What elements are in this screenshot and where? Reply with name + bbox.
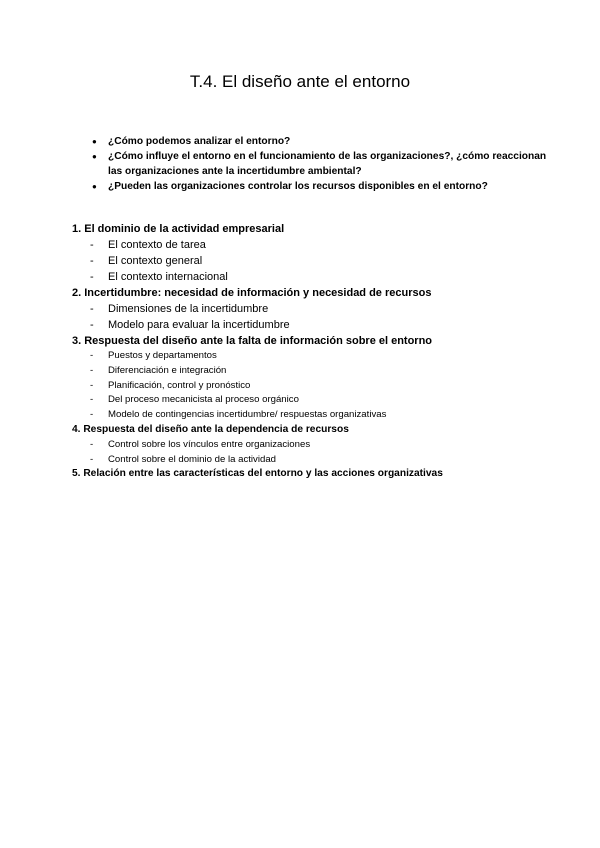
list-item xyxy=(72,408,542,423)
list-item-text: Modelo para evaluar la incertidumbre xyxy=(108,319,290,331)
section-heading: 2. Incertidumbre: necesidad de información y necesidad de recursos xyxy=(72,287,432,299)
section-heading: 5. Relación entre las características del entorno y las acciones organizativas xyxy=(72,468,443,480)
question-item xyxy=(92,149,562,179)
dash-icon: - xyxy=(90,303,94,315)
list-item-text: Control sobre el dominio de la actividad xyxy=(108,453,276,465)
bullet-icon: ● xyxy=(92,137,97,146)
dash-icon: - xyxy=(90,271,94,283)
section-heading: 1. El dominio de la actividad empresarial xyxy=(72,223,285,235)
dash-icon: - xyxy=(90,379,94,391)
dash-icon: - xyxy=(90,453,94,465)
list-item xyxy=(72,349,542,364)
list-item xyxy=(72,393,542,408)
question-text: ¿Cómo podemos analizar el entorno? xyxy=(108,136,291,147)
page-title: T.4. El diseño ante el entorno xyxy=(189,72,411,91)
dash-icon: - xyxy=(90,255,94,267)
dash-icon: - xyxy=(90,364,94,376)
dash-icon: - xyxy=(90,350,94,361)
list-item xyxy=(72,237,542,253)
dash-icon: - xyxy=(90,409,94,421)
section-heading: 3. Respuesta del diseño ante la falta de información sobre el entorno xyxy=(72,335,433,347)
list-item xyxy=(72,317,542,333)
section-heading: 4. Respuesta del diseño ante la dependencia de recursos xyxy=(72,423,349,435)
list-item-text: Diferenciación e integración xyxy=(108,364,227,376)
question-item xyxy=(92,134,562,149)
list-item-text: Control sobre los vínculos entre organizaciones xyxy=(108,438,311,450)
question-text: ¿Cómo influye el entorno en el funcionamiento de las organizaciones?, ¿cómo reaccionan las organizaciones ante la incertidumbre ambiental? xyxy=(108,151,547,177)
list-item-text: El contexto general xyxy=(108,255,203,267)
bullet-icon: ● xyxy=(92,182,97,191)
list-item-text: Del proceso mecanicista al proceso orgánico xyxy=(108,394,299,406)
dash-icon: - xyxy=(90,239,94,251)
bullet-icon: ● xyxy=(92,152,97,161)
list-item xyxy=(72,379,542,394)
list-item-text: Puestos y departamentos xyxy=(108,350,217,361)
question-item xyxy=(92,179,562,194)
list-item-text: El contexto internacional xyxy=(108,271,228,283)
list-item xyxy=(72,301,542,317)
dash-icon: - xyxy=(90,319,94,331)
list-item xyxy=(72,438,542,453)
question-list xyxy=(92,134,562,194)
list-item xyxy=(72,269,542,285)
list-item-text: Dimensiones de la incertidumbre xyxy=(108,303,269,315)
list-item-text: Modelo de contingencias incertidumbre/ respuestas organizativas xyxy=(108,409,387,421)
list-item xyxy=(72,253,542,269)
question-text: ¿Pueden las organizaciones controlar los recursos disponibles en el entorno? xyxy=(108,181,488,192)
list-item xyxy=(72,453,542,468)
list-item-text: Planificación, control y pronóstico xyxy=(108,379,251,391)
outline xyxy=(72,221,542,482)
dash-icon: - xyxy=(90,438,94,450)
list-item-text: El contexto de tarea xyxy=(108,239,206,251)
list-item xyxy=(72,364,542,379)
dash-icon: - xyxy=(90,394,94,406)
